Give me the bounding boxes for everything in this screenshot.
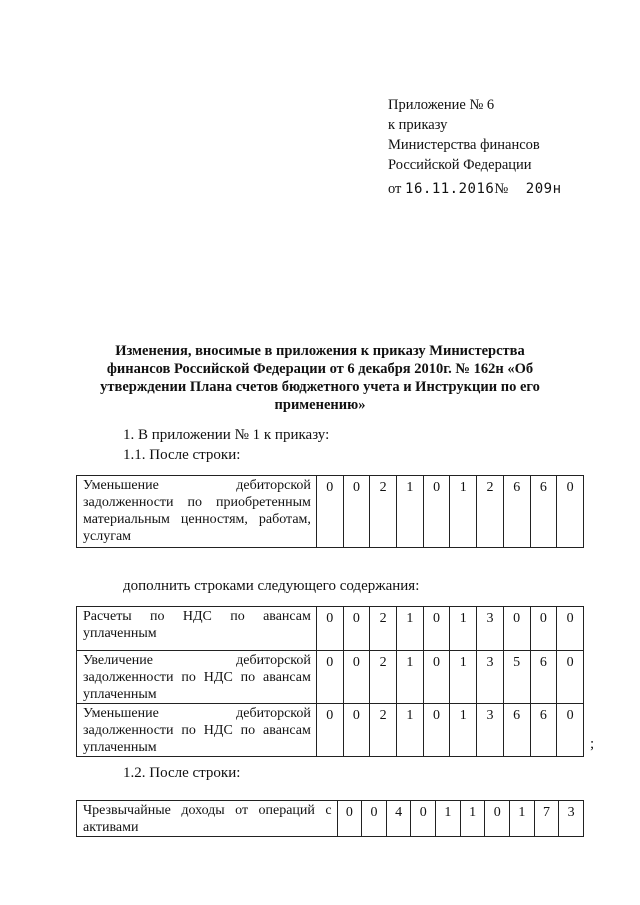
code-digit: 2 xyxy=(370,704,397,757)
code-digit: 0 xyxy=(343,607,370,651)
row-description-text: Уменьшение дебиторской задолженности по НДС по авансам уплаченным xyxy=(83,706,311,755)
row-description-text: Чрезвычайные доходы от операций с активами xyxy=(83,803,332,835)
appendix-title: Приложение № 6 xyxy=(388,97,495,113)
code-digit: 0 xyxy=(343,651,370,704)
code-digit: 1 xyxy=(396,704,423,757)
code-digit: 1 xyxy=(397,476,424,548)
row-description-text: Уменьшение дебиторской задолженности по приобретенным материальным ценностям, работам, услугам xyxy=(83,478,311,544)
table-3 xyxy=(76,800,584,837)
code-digit: 6 xyxy=(530,651,557,704)
order-date: 16.11.2016 xyxy=(405,181,495,197)
ministry-name: Министерства финансов xyxy=(388,137,540,153)
row-description xyxy=(77,704,317,757)
code-digit: 2 xyxy=(370,476,397,548)
code-digit: 1 xyxy=(510,801,535,837)
code-digit: 7 xyxy=(534,801,559,837)
row-description-text: Увеличение дебиторской задолженности по НДС по авансам уплаченным xyxy=(83,653,311,702)
code-digit: 0 xyxy=(530,607,557,651)
section-1-2-heading: 1.2. После строки: xyxy=(123,765,241,781)
row-description xyxy=(77,801,338,837)
code-digit: 2 xyxy=(370,651,397,704)
code-digit: 6 xyxy=(503,704,530,757)
code-digit: 6 xyxy=(530,476,557,548)
code-digit: 0 xyxy=(557,476,584,548)
code-digit: 1 xyxy=(450,607,477,651)
appendix-order-label: к приказу xyxy=(388,117,448,133)
code-digit: 0 xyxy=(557,651,584,704)
code-digit: 0 xyxy=(557,607,584,651)
order-number: 209н xyxy=(525,181,562,197)
federation-name: Российской Федерации xyxy=(388,157,532,173)
section-1-heading: 1. В приложении № 1 к приказу: xyxy=(123,427,330,443)
code-digit: 0 xyxy=(503,607,530,651)
code-digit: 0 xyxy=(423,476,450,548)
code-digit: 3 xyxy=(477,704,504,757)
row-description xyxy=(77,607,317,651)
code-digit: 1 xyxy=(450,704,477,757)
table-2 xyxy=(76,606,584,757)
code-digit: 2 xyxy=(477,476,504,548)
row-description xyxy=(77,476,317,548)
code-digit: 1 xyxy=(396,607,423,651)
code-digit: 0 xyxy=(343,476,370,548)
number-sign: № xyxy=(494,181,509,197)
code-digit: 3 xyxy=(559,801,584,837)
code-digit: 0 xyxy=(411,801,436,837)
appendix-header xyxy=(388,95,562,199)
semicolon: ; xyxy=(590,736,595,752)
code-digit: 0 xyxy=(423,651,450,704)
table-row xyxy=(77,801,584,837)
code-digit: 0 xyxy=(485,801,510,837)
table-row xyxy=(77,651,584,704)
code-digit: 0 xyxy=(316,704,343,757)
code-digit: 0 xyxy=(316,607,343,651)
code-digit: 0 xyxy=(337,801,362,837)
code-digit: 0 xyxy=(343,704,370,757)
code-digit: 0 xyxy=(362,801,387,837)
document-title: Изменения, вносимые в приложения к приказу Министерства финансов Российской Федерации от 6 декабря 2010г. № 162н «Об утверждении Плана счетов бюджетного учета и Инструкции по его применению» xyxy=(100,343,540,413)
code-digit: 6 xyxy=(503,476,530,548)
code-digit: 1 xyxy=(460,801,485,837)
code-digit: 0 xyxy=(316,651,343,704)
code-digit: 1 xyxy=(396,651,423,704)
row-description-text: Расчеты по НДС по авансам уплаченным xyxy=(83,609,311,641)
code-digit: 3 xyxy=(477,651,504,704)
code-digit: 1 xyxy=(436,801,461,837)
date-prefix: от xyxy=(388,181,402,197)
table-1 xyxy=(76,475,584,548)
code-digit: 0 xyxy=(316,476,343,548)
code-digit: 5 xyxy=(503,651,530,704)
add-rows-text: дополнить строками следующего содержания: xyxy=(123,578,420,594)
table-row xyxy=(77,704,584,757)
code-digit: 3 xyxy=(477,607,504,651)
code-digit: 0 xyxy=(557,704,584,757)
section-1-1-heading: 1.1. После строки: xyxy=(123,447,241,463)
table-row xyxy=(77,607,584,651)
code-digit: 6 xyxy=(530,704,557,757)
code-digit: 1 xyxy=(450,651,477,704)
code-digit: 0 xyxy=(423,704,450,757)
order-date-line xyxy=(388,179,562,199)
code-digit: 2 xyxy=(370,607,397,651)
code-digit: 4 xyxy=(386,801,411,837)
table-row xyxy=(77,476,584,548)
code-digit: 0 xyxy=(423,607,450,651)
row-description xyxy=(77,651,317,704)
code-digit: 1 xyxy=(450,476,477,548)
